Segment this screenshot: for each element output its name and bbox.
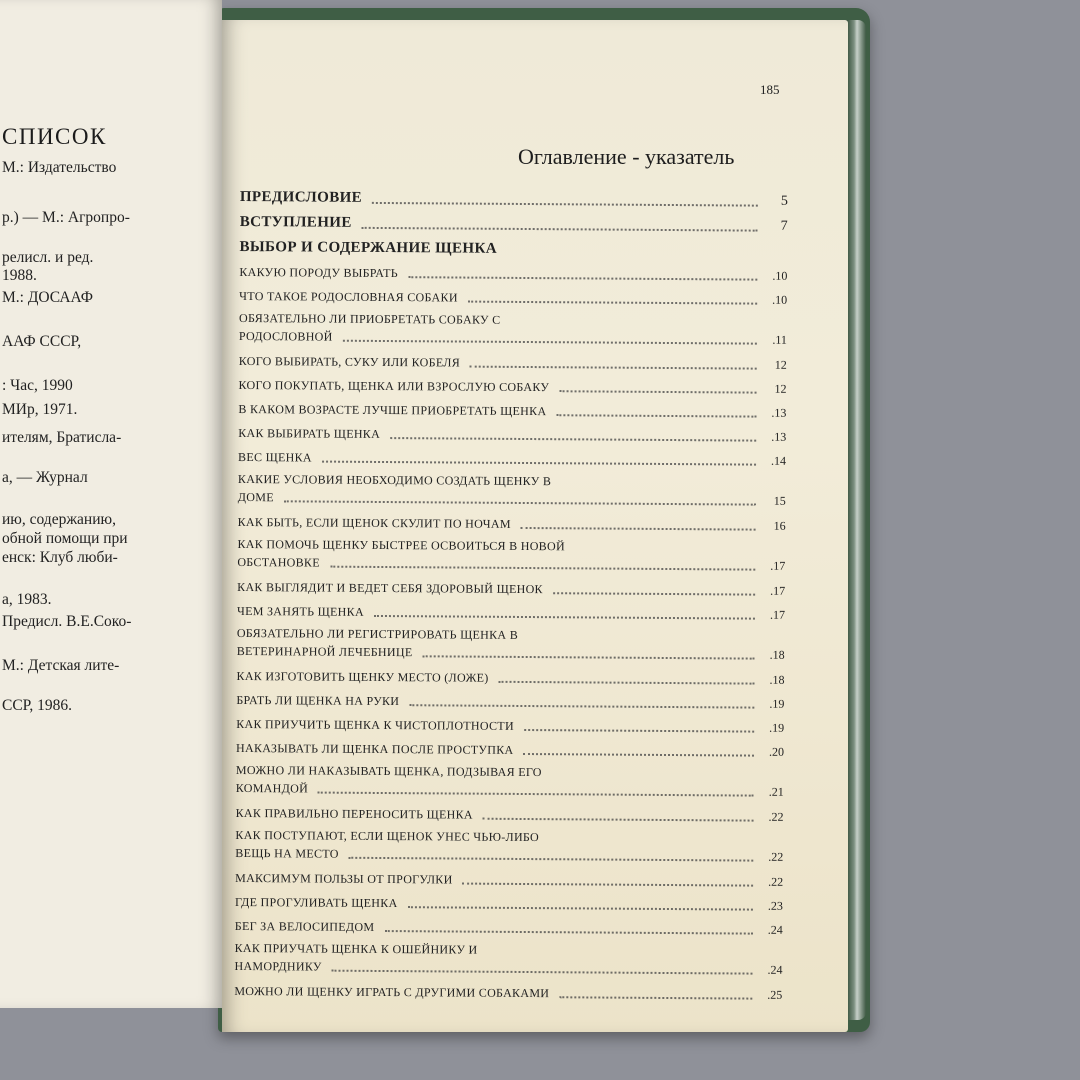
toc-entry	[234, 935, 782, 977]
toc-entry-page: .13	[771, 429, 787, 444]
toc-entry	[238, 394, 786, 420]
toc-entry-page: .19	[769, 696, 785, 711]
toc-entry-page: 12	[774, 381, 787, 396]
left-page-line: релисл. и ред.	[2, 249, 94, 266]
toc-entry-title: ОБЯЗАТЕЛЬНО ЛИ ПРИОБРЕТАТЬ СОБАКУ С	[239, 310, 501, 327]
toc-entry-page: .18	[769, 647, 785, 662]
toc-leader-dots	[330, 566, 755, 571]
toc-entry-title-continued: ВЕЩЬ НА МЕСТО	[235, 845, 339, 861]
toc-leader-dots	[349, 857, 754, 862]
toc-entry-title: КОГО ВЫБИРАТЬ, СУКУ ИЛИ КОБЕЛЯ	[238, 353, 461, 370]
toc-entry	[235, 863, 783, 889]
toc-entry-page: 15	[773, 493, 786, 508]
left-page-line: р.) — М.: Агропро-	[2, 209, 130, 226]
toc-entry-title: КАК ПОСТУПАЮТ, ЕСЛИ ЩЕНОК УНЕС ЧЬЮ-ЛИБО	[235, 827, 540, 844]
toc-entry	[237, 661, 785, 687]
toc-entry-page: .14	[771, 453, 787, 468]
toc-entry-title: КАК ПРАВИЛЬНО ПЕРЕНОСИТЬ ЩЕНКА	[235, 805, 473, 822]
toc-entry	[239, 232, 787, 259]
left-page-heading: СПИСОК	[2, 124, 107, 149]
toc-leader-dots	[362, 227, 758, 232]
toc-leader-dots	[343, 340, 757, 345]
toc-entry-page: .17	[769, 607, 786, 622]
toc-leader-dots	[468, 301, 757, 305]
toc-entry	[236, 798, 784, 824]
toc-entry-page: 7	[780, 218, 788, 234]
cover-edge	[846, 20, 866, 1020]
toc-entry-page: .20	[768, 744, 785, 759]
toc-entry	[238, 466, 786, 508]
toc-leader-dots	[318, 792, 754, 797]
toc-entry-page: .13	[771, 405, 787, 420]
toc-entry-title: МОЖНО ЛИ ЩЕНКУ ИГРАТЬ С ДРУГИМИ СОБАКАМИ	[234, 983, 550, 1000]
toc-entry-page: .17	[770, 583, 786, 598]
toc-leader-dots	[408, 276, 757, 280]
left-page-line: М.: Детская лите-	[2, 657, 120, 674]
toc-entry-page: .11	[772, 332, 787, 347]
toc-entry-page: 12	[774, 357, 787, 372]
toc-entry	[235, 822, 783, 864]
toc-leader-dots	[470, 366, 757, 370]
toc-leader-dots	[521, 527, 756, 531]
page-number: 185	[760, 82, 780, 97]
toc-entry-title: НАКАЗЫВАТЬ ЛИ ЩЕНКА ПОСЛЕ ПРОСТУПКА	[236, 740, 514, 757]
toc-entry-page: .22	[768, 849, 784, 864]
toc-leader-dots	[553, 592, 755, 595]
toc-leader-dots	[372, 202, 758, 207]
toc-entry-title: КАК ВЫГЛЯДИТ И ВЕДЕТ СЕБЯ ЗДОРОВЫЙ ЩЕНОК	[237, 579, 543, 596]
toc-entry-page: .22	[768, 874, 784, 889]
toc-entry	[239, 257, 787, 283]
toc-leader-dots	[523, 753, 754, 757]
toc-entry-title-continued: РОДОСЛОВНОЙ	[238, 328, 333, 344]
toc-entry-title-continued: ВЕТЕРИНАРНОЙ ЛЕЧЕБНИЦЕ	[236, 643, 413, 660]
toc-entry	[237, 572, 785, 598]
toc-entry-page: .24	[767, 962, 783, 977]
toc-entry	[240, 182, 788, 209]
toc-leader-dots	[559, 996, 752, 999]
toc-entry	[237, 531, 785, 573]
left-page-line: М.: Издательство	[2, 159, 117, 176]
toc-entry	[238, 442, 786, 468]
toc-entry-title: ОБЯЗАТЕЛЬНО ЛИ РЕГИСТРИРОВАТЬ ЩЕНКА В	[236, 625, 519, 642]
toc-leader-dots	[384, 930, 752, 935]
toc-leader-dots	[332, 970, 753, 975]
left-page-line: енск: Клуб люби-	[2, 549, 118, 566]
toc-entry-title: ЧЕМ ЗАНЯТЬ ЩЕНКА	[236, 603, 365, 619]
toc-entry-title: КАК ПРИУЧИТЬ ЩЕНКА К ЧИСТОПЛОТНОСТИ	[236, 716, 514, 733]
toc-entry-title: ВЫБОР И СОДЕРЖАНИЕ ЩЕНКА	[239, 238, 498, 257]
toc-leader-dots	[499, 681, 755, 685]
toc-entry-title: КАК ПОМОЧЬ ЩЕНКУ БЫСТРЕЕ ОСВОИТЬСЯ В НОВОЙ	[237, 536, 565, 554]
toc-entry-title: КАК БЫТЬ, ЕСЛИ ЩЕНОК СКУЛИТ ПО НОЧАМ	[237, 514, 511, 531]
toc-entry-title: ВЕС ЩЕНКА	[238, 449, 312, 465]
toc-entry-title: БЕГ ЗА ВЕЛОСИПЕДОМ	[234, 918, 375, 934]
toc-entry-title: КАКИЕ УСЛОВИЯ НЕОБХОДИМО СОЗДАТЬ ЩЕНКУ В	[237, 471, 552, 488]
toc-leader-dots	[390, 437, 756, 442]
toc-leader-dots	[284, 500, 756, 505]
toc-entry	[237, 620, 785, 662]
toc-entry	[235, 887, 783, 913]
toc-entry-title-continued: КОМАНДОЙ	[235, 780, 309, 796]
left-page-line: : Час, 1990	[2, 377, 73, 394]
toc-entry	[235, 911, 783, 937]
right-page	[222, 20, 848, 1032]
toc-entry-title: КАК ПРИУЧАТЬ ЩЕНКА К ОШЕЙНИКУ И	[234, 940, 478, 957]
toc-entry-title-continued: ОБСТАНОВКЕ	[237, 554, 320, 570]
toc-entry-page: .23	[767, 898, 784, 913]
toc-leader-dots	[556, 414, 756, 417]
toc-entry-title: БРАТЬ ЛИ ЩЕНКА НА РУКИ	[236, 692, 400, 708]
toc-leader-dots	[422, 655, 754, 659]
toc-leader-dots	[409, 704, 754, 708]
toc-entry	[234, 976, 782, 1002]
toc-leader-dots	[322, 461, 756, 466]
toc-leader-dots	[374, 615, 755, 620]
toc-entry-title: КАКУЮ ПОРОДУ ВЫБРАТЬ	[239, 264, 399, 280]
toc-entry-title: КАК ВЫБИРАТЬ ЩЕНКА	[238, 425, 381, 441]
toc-entry-title: МОЖНО ЛИ НАКАЗЫВАТЬ ЩЕНКА, ПОДЗЫВАЯ ЕГО	[235, 762, 542, 779]
toc-leader-dots	[408, 906, 753, 910]
toc-entry-title: МАКСИМУМ ПОЛЬЗЫ ОТ ПРОГУЛКИ	[235, 870, 453, 887]
toc-entry-page: .10	[772, 292, 788, 307]
left-page-line: М.: ДОСААФ	[2, 289, 94, 306]
toc-entry	[236, 757, 784, 799]
toc-entry-page: .17	[770, 558, 786, 573]
toc-title: Оглавление - указатель	[518, 144, 735, 169]
toc-entry	[240, 207, 788, 234]
toc-entry-page: .19	[769, 720, 785, 735]
toc-entry-title-continued: ДОМЕ	[237, 489, 274, 505]
toc-entry	[238, 418, 786, 444]
toc-entry-title: ВСТУПЛЕНИЕ	[239, 213, 352, 231]
toc-entry-title-continued: НАМОРДНИКУ	[234, 958, 322, 974]
left-page-line: МИр, 1971.	[2, 401, 78, 418]
toc-entry-page: 5	[780, 193, 788, 209]
toc-leader-dots	[483, 818, 754, 822]
left-page-line: а, 1983.	[2, 591, 52, 608]
left-page-line: ителям, Братисла-	[2, 429, 122, 446]
toc-entry-title: В КАКОМ ВОЗРАСТЕ ЛУЧШЕ ПРИОБРЕТАТЬ ЩЕНКА	[238, 401, 547, 418]
left-page-line: а, — Журнал	[2, 469, 88, 486]
toc-entry	[239, 281, 787, 307]
toc-entry-title: КОГО ПОКУПАТЬ, ЩЕНКА ИЛИ ВЗРОСЛУЮ СОБАКУ	[238, 377, 550, 394]
left-page-line: ААФ СССР,	[2, 333, 82, 350]
left-page-line: ию, содержанию,	[2, 511, 116, 528]
toc-entry-page: .22	[768, 809, 784, 824]
left-page-line: обной помощи при	[2, 530, 128, 547]
toc-entry-title: ЧТО ТАКОЕ РОДОСЛОВНАЯ СОБАКИ	[239, 288, 458, 305]
toc-entry	[236, 709, 784, 735]
toc-leader-dots	[524, 729, 754, 733]
toc-entry	[238, 507, 786, 533]
table-of-contents	[234, 182, 788, 1002]
toc-entry-page: .10	[772, 268, 788, 283]
toc-entry-page: .21	[768, 784, 784, 799]
toc-entry-title: ГДЕ ПРОГУЛИВАТЬ ЩЕНКА	[234, 894, 398, 910]
toc-entry	[236, 733, 784, 759]
toc-entry	[236, 685, 784, 711]
left-page-line: 1988.	[2, 267, 37, 284]
toc-entry	[239, 370, 787, 396]
toc-entry-page: .24	[767, 922, 783, 937]
toc-entry-page: .25	[767, 987, 783, 1002]
left-page	[0, 0, 222, 1008]
left-page-line: ССР, 1986.	[2, 697, 72, 714]
toc-entry-title: КАК ИЗГОТОВИТЬ ЩЕНКУ МЕСТО (ЛОЖЕ)	[236, 668, 489, 685]
toc-entry-page: 16	[773, 518, 786, 533]
toc-entry	[239, 346, 787, 372]
toc-entry-title: ПРЕДИСЛОВИЕ	[239, 188, 363, 206]
toc-entry	[237, 596, 785, 622]
toc-leader-dots	[559, 390, 756, 393]
toc-entry-page: .18	[769, 672, 785, 687]
toc-leader-dots	[463, 883, 754, 887]
left-page-line: Предисл. В.Е.Соко-	[2, 613, 132, 630]
toc-entry	[239, 305, 787, 347]
